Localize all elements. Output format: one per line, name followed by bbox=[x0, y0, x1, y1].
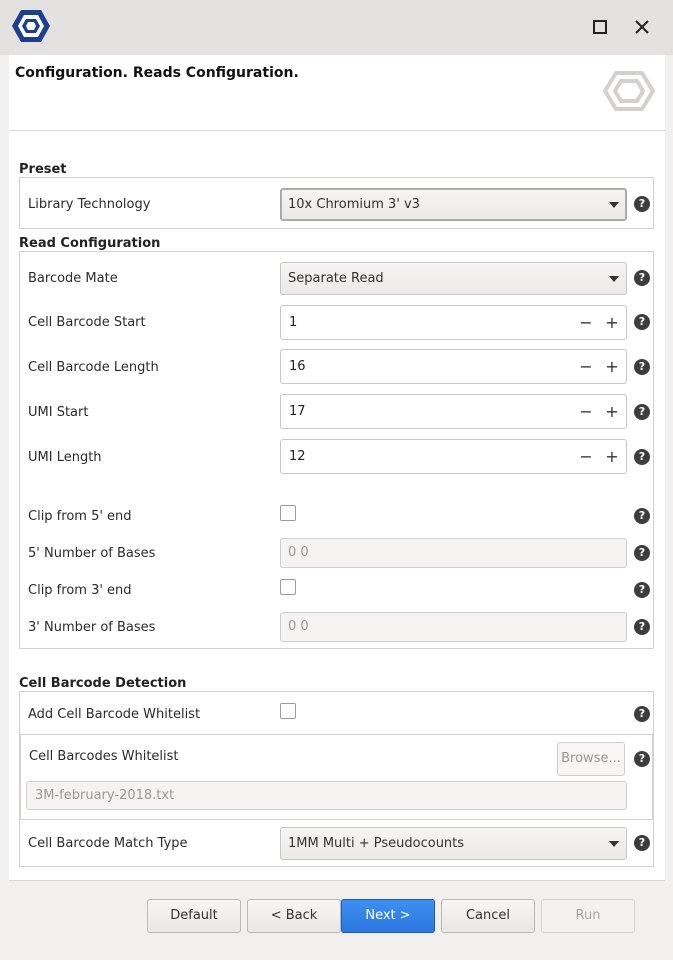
5-number-of-bases-field[interactable]: 0 0 bbox=[280, 538, 627, 568]
default-button[interactable]: Default bbox=[147, 899, 241, 933]
help-icon[interactable]: ? bbox=[634, 196, 650, 212]
decrement-button[interactable]: − bbox=[579, 402, 593, 421]
decrement-button[interactable]: − bbox=[579, 447, 593, 466]
header-logo-icon bbox=[601, 69, 657, 113]
cell-barcode-start-value: 1 bbox=[289, 315, 298, 330]
next-button[interactable]: Next > bbox=[341, 899, 435, 933]
help-icon[interactable]: ? bbox=[634, 751, 650, 767]
cell-barcode-length-value: 16 bbox=[289, 359, 306, 374]
help-icon[interactable]: ? bbox=[634, 449, 650, 465]
close-icon bbox=[634, 19, 650, 35]
help-icon[interactable]: ? bbox=[634, 706, 650, 722]
3-number-of-bases-label: 3' Number of Bases bbox=[28, 620, 156, 635]
library-technology-value: 10x Chromium 3' v3 bbox=[288, 197, 420, 212]
help-icon[interactable]: ? bbox=[634, 359, 650, 375]
help-icon[interactable]: ? bbox=[634, 835, 650, 851]
match-type-value: 1MM Multi + Pseudocounts bbox=[288, 836, 465, 851]
increment-button[interactable]: + bbox=[605, 402, 619, 421]
window-titlebar bbox=[0, 0, 673, 55]
help-icon[interactable]: ? bbox=[634, 545, 650, 561]
clip-3-end-checkbox[interactable] bbox=[280, 579, 296, 595]
browse-button[interactable]: Browse... bbox=[557, 742, 625, 776]
cell-barcode-start-label: Cell Barcode Start bbox=[28, 315, 146, 330]
help-icon[interactable]: ? bbox=[634, 270, 650, 286]
app-logo-icon bbox=[8, 6, 54, 46]
cancel-button[interactable]: Cancel bbox=[441, 899, 535, 933]
help-icon[interactable]: ? bbox=[634, 404, 650, 420]
cell-barcode-length-stepper[interactable] bbox=[280, 349, 627, 384]
help-icon[interactable]: ? bbox=[634, 619, 650, 635]
help-icon[interactable]: ? bbox=[634, 314, 650, 330]
match-type-label: Cell Barcode Match Type bbox=[28, 836, 188, 851]
barcode-mate-value: Separate Read bbox=[288, 271, 384, 286]
maximize-icon bbox=[593, 20, 607, 34]
umi-start-stepper[interactable] bbox=[280, 394, 627, 429]
library-technology-select[interactable] bbox=[280, 188, 627, 221]
3-number-of-bases-field[interactable]: 0 0 bbox=[280, 612, 627, 642]
whitelist-file-field[interactable]: 3M-february-2018.txt bbox=[26, 781, 627, 810]
umi-length-value: 12 bbox=[289, 449, 306, 464]
library-technology-label: Library Technology bbox=[28, 197, 151, 212]
umi-length-label: UMI Length bbox=[28, 450, 102, 465]
chevron-down-icon bbox=[609, 276, 619, 282]
5-number-of-bases-label: 5' Number of Bases bbox=[28, 546, 156, 561]
decrement-button[interactable]: − bbox=[579, 357, 593, 376]
cell-barcode-length-label: Cell Barcode Length bbox=[28, 360, 159, 375]
cell-barcode-start-stepper[interactable] bbox=[280, 305, 627, 340]
close-button[interactable] bbox=[629, 14, 655, 40]
wizard-content bbox=[9, 131, 665, 881]
increment-button[interactable]: + bbox=[605, 447, 619, 466]
barcode-mate-label: Barcode Mate bbox=[28, 271, 118, 286]
add-whitelist-checkbox[interactable] bbox=[280, 703, 296, 719]
increment-button[interactable]: + bbox=[605, 357, 619, 376]
decrement-button[interactable]: − bbox=[579, 313, 593, 332]
read-configuration-section-title: Read Configuration bbox=[19, 236, 161, 251]
umi-start-label: UMI Start bbox=[28, 405, 89, 420]
clip-5-end-checkbox[interactable] bbox=[280, 505, 296, 521]
barcode-mate-select[interactable] bbox=[280, 262, 627, 295]
add-whitelist-label: Add Cell Barcode Whitelist bbox=[28, 707, 201, 722]
chevron-down-icon bbox=[609, 841, 619, 847]
page-title: Configuration. Reads Configuration. bbox=[15, 65, 299, 81]
chevron-down-icon bbox=[609, 202, 619, 208]
help-icon[interactable]: ? bbox=[634, 582, 650, 598]
cell-barcode-detection-section-title: Cell Barcode Detection bbox=[19, 676, 187, 691]
run-button[interactable]: Run bbox=[541, 899, 635, 933]
umi-length-stepper[interactable] bbox=[280, 439, 627, 474]
clip-3-end-label: Clip from 3' end bbox=[28, 583, 132, 598]
wizard-header bbox=[9, 55, 665, 131]
whitelist-label: Cell Barcodes Whitelist bbox=[29, 749, 179, 764]
umi-start-value: 17 bbox=[289, 404, 306, 419]
maximize-button[interactable] bbox=[587, 14, 613, 40]
increment-button[interactable]: + bbox=[605, 313, 619, 332]
match-type-select[interactable] bbox=[280, 827, 627, 860]
help-icon[interactable]: ? bbox=[634, 508, 650, 524]
back-button[interactable]: < Back bbox=[247, 899, 341, 933]
preset-section-title: Preset bbox=[19, 162, 67, 177]
clip-5-end-label: Clip from 5' end bbox=[28, 509, 132, 524]
